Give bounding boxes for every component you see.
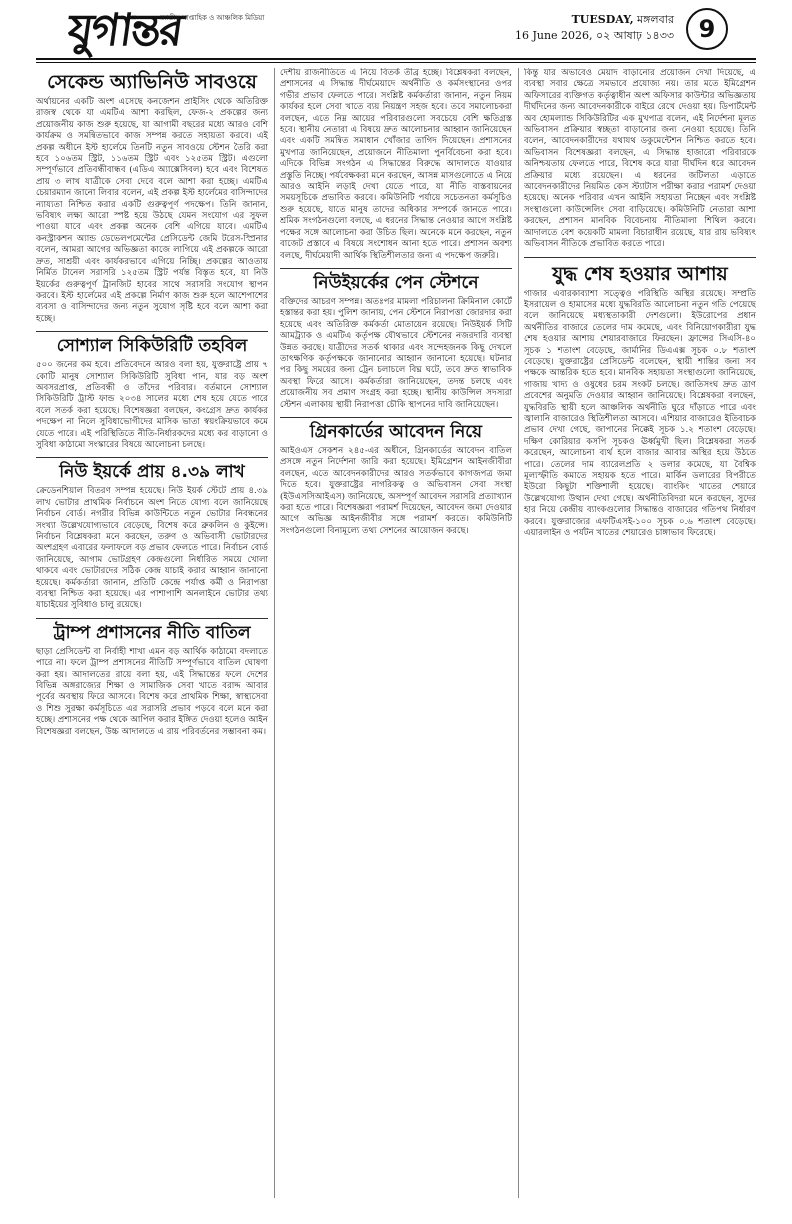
date-line: 16 June 2026, ০২ আষাঢ় ১৪৩৩ [514,29,674,42]
article-new-york-voters[interactable] [36,457,268,611]
article-divider [36,331,268,332]
article-columns [36,68,756,1198]
article-body: দেশীয় রাজনীতিতে এ নিয়ে বিতর্ক তীব্র হচ্ছে। বিশ্লেষকরা বলছেন, প্রশাসনের এ সিদ্ধান্ত দীর্ঘমেয়াদে অর্থনীতি ও কর্মসংস্থানের ওপর গভীর প্রভাব ফেলতে পারে। সংশ্লিষ্ট কর্মকর্তারা জানান, নতুন নিয়ম কার্যকর হলে সেবা খাতে ব্যয় নিয়ন্ত্রণ সহজ হবে। তবে সমালোচকরা বলছেন, এতে নিম্ন আয়ের পরিবারগুলো সবচেয়ে বেশি ক্ষতিগ্রস্ত হবে। স্থানীয় নেতারা এ বিষয়ে দ্রুত আলোচনার আহ্বান জানিয়েছেন এবং একটি সমন্বিত সমাধান খোঁজার তাগিদ দিয়েছেন। প্রশাসনের মুখপাত্র জানিয়েছেন, প্রয়োজনে নীতিমালা পুনর্বিবেচনা করা হবে। এদিকে বিভিন্ন সংগঠন এ সিদ্ধান্তের বিরুদ্ধে আদালতে যাওয়ার প্রস্তুতি নিচ্ছে। পর্যবেক্ষকরা মনে করছেন, আসন্ন মাসগুলোতে এ নিয়ে আরও আইনি লড়াই দেখা যেতে পারে, যা নীতি বাস্তবায়নের সময়সূচিকে প্রভাবিত করবে। কমিউনিটি পর্যায়ে সচেতনতা কর্মসূচিও শুরু হয়েছে, যাতে মানুষ তাদের অধিকার সম্পর্কে জানতে পারে। শ্রমিক সংগঠনগুলো বলছে, এ ধরনের সিদ্ধান্ত নেওয়ার আগে সংশ্লিষ্ট পক্ষের সঙ্গে আলোচনা করা উচিত ছিল। অনেকে মনে করছেন, নতুন বাজেট প্রস্তাবে এ বিষয়ে সংশোধন আনা হতে পারে। প্রশাসন অবশ্য বলছে, দীর্ঘমেয়াদী আর্থিক স্থিতিশীলতার জন্য এ পদক্ষেপ জরুরি। [280,68,512,261]
article-body: ৫০০ জনের কম হবে। প্রতিবেদনে আরও বলা হয়, যুক্তরাষ্ট্রে প্রায় ৭ কোটি মানুষ সোশ্যাল সিকিউরিটি সুবিধা পান, যার বড় অংশ অবসরপ্রাপ্ত, প্রতিবন্ধী ও তাঁদের পরিবার। বর্তমানে সোশ্যাল সিকিউরিটি ট্রাস্ট ফান্ড ২০৩৪ সালের মধ্যে শেষ হয়ে যেতে পারে বলে সতর্ক করা হয়েছে। বিশেষজ্ঞরা বলছেন, কংগ্রেস দ্রুত কার্যকর পদক্ষেপ না নিলে সুবিধাভোগীদের মাসিক ভাতা স্বয়ংক্রিয়ভাবে কমে যেতে পারে। এই পরিস্থিতিতে নীতি-নির্ধারকদের মধ্যে কর বাড়ানো ও সুবিধা কাঠামো সংস্কারের বিষয়ে আলোচনা চলছে। [36,360,268,450]
article-trump-policy-cancelled[interactable] [36,618,268,738]
article-body: আইওএস সেকশন ২৪৫-এর অধীনে, গ্রিনকার্ডের আবেদন বাতিল প্রসঙ্গে নতুন নির্দেশনা জারি করা হয়েছে। ইমিগ্রেশন আইনজীবীরা বলছেন, এতে আবেদনকারীদের আরও সতর্কভাবে কাগজপত্র জমা দিতে হবে। যুক্তরাষ্ট্রের নাগরিকত্ব ও অভিবাসন সেবা সংস্থা (ইউএসসিআইএস) জানিয়েছে, অসম্পূর্ণ আবেদন সরাসরি প্রত্যাখ্যান করা হতে পারে। বিশেষজ্ঞরা পরামর্শ দিয়েছেন, আবেদন জমা দেওয়ার আগে অভিজ্ঞ আইনজীবীর সঙ্গে পরামর্শ করতে। কমিউনিটি সংগঠনগুলো বিনামূল্যে তথ্য সেশনের আয়োজন করছে। [280,445,512,536]
article-headline[interactable]: নিউ ইয়র্কে প্রায় ৪.৩৯ লাখ [59,462,245,483]
article-body: কিন্তু যার অভাবেও মেয়াদ বাড়ানোর প্রয়োজন দেখা দিয়েছে, এ ব্যবস্থা সবার ক্ষেত্রে সমভাবে প্রযোজ্য নয়। তার মতে ইমিগ্রেশন অফিসারের ব্যক্তিগত কর্তৃত্বাধীন অংশ অফিসার কাউন্টার অভিজ্ঞতায় দীর্ঘদিনের জন্য আবেদনকারীকে বাইরে রেখে দেওয়া হয়। ডিপার্টমেন্ট অব হোমল্যান্ড সিকিউরিটির এক মুখপাত্র বলেন, এই নির্দেশনা মূলত অভিবাসন প্রক্রিয়ার স্বচ্ছতা বাড়ানোর জন্য নেওয়া হয়েছে। তিনি বলেন, আবেদনকারীদের যথাযথ ডকুমেন্টেশন নিশ্চিত করতে হবে। অভিবাসন বিশেষজ্ঞরা বলছেন, এ সিদ্ধান্ত হাজারো পরিবারকে অনিশ্চয়তায় ফেলতে পারে, বিশেষ করে যারা দীর্ঘদিন ধরে আবেদন প্রক্রিয়ার মধ্যে রয়েছেন। এ ধরনের জটিলতা এড়াতে আবেদনকারীদের নিয়মিত কেস স্ট্যাটাস পরীক্ষা করার পরামর্শ দেওয়া হয়েছে। অনেক পরিবার এখন আইনি সহায়তা নিচ্ছেন এবং সংশ্লিষ্ট সংস্থাগুলো কাউন্সেলিং সেবা বাড়িয়েছে। কমিউনিটি নেতারা আশা করছেন, প্রশাসন মানবিক বিবেচনায় নীতিমালা শিথিল করবে। আদালতে বেশ কয়েকটি মামলা বিচারাধীন রয়েছে, যার রায় ভবিষ্যৎ অভিবাসন নীতিকে প্রভাবিত করতে পারে। [524,68,756,250]
article-divider [280,417,512,418]
article-body: ক্রেডেনশিয়াল বিতরণ সম্পন্ন হয়েছে। নিউ ইয়র্ক স্টেটে প্রায় ৪.৩৯ লাখ ভোটার প্রাথমিক নির্বাচনে অংশ নিতে যোগ্য বলে জানিয়েছে নির্বাচন বোর্ড। নগরীর বিভিন্ন কাউন্টিতে নতুন ভোটার নিবন্ধনের সংখ্যা উল্লেখযোগ্যভাবে বেড়েছে, বিশেষ করে ব্রুকলিন ও কুইন্সে। নির্বাচন বিশ্লেষকরা মনে করছেন, তরুণ ও অভিবাসী ভোটারদের অংশগ্রহণ এবারের ফলাফলে বড় প্রভাব ফেলতে পারে। নির্বাচন বোর্ড জানিয়েছে, আগাম ভোটগ্রহণ কেন্দ্রগুলো নির্ধারিত সময়ে খোলা থাকবে এবং ভোটারদের সঠিক কেন্দ্র যাচাই করার আহ্বান জানানো হয়েছে। কর্মকর্তারা জানান, প্রতিটি কেন্দ্রে পর্যাপ্ত কর্মী ও নিরাপত্তা ব্যবস্থা নিশ্চিত করা হয়েছে। এর পাশাপাশি অনলাইনে ভোটার তথ্য যাচাইয়ের সুবিধাও চালু রয়েছে। [36,486,268,611]
article-continued[interactable] [280,68,512,262]
article-body: বক্তিদের আচরণ সম্পন্ন। অতঃপর মামলা পরিচালনা ক্রিমিনাল কোর্টে হস্তান্তর করা হয়। পুলিশ জানায়, পেন স্টেশনে নিরাপত্তা জোরদার করা হয়েছে এবং অতিরিক্ত কর্মকর্তা মোতায়েন রয়েছে। নিউইয়র্ক সিটি আমট্র্যাক ও এমটিএ কর্তৃপক্ষ যৌথভাবে স্টেশনের নজরদারি ব্যবস্থা উন্নত করছে। যাত্রীদের সতর্ক থাকার এবং সন্দেহজনক কিছু দেখলে তাৎক্ষণিক কর্তৃপক্ষকে জানানোর আহ্বান জানানো হয়েছে। ঘটনার পর কিছু সময়ের জন্য ট্রেন চলাচলে বিঘ্ন ঘটে, তবে দ্রুত স্বাভাবিক অবস্থা ফিরে আসে। কর্মকর্তারা জানিয়েছেন, তদন্ত চলছে এবং প্রয়োজনীয় সব প্রমাণ সংগ্রহ করা হচ্ছে। স্থানীয় কাউন্সিল সদস্যরা স্টেশন এলাকায় স্থায়ী নিরাপত্তা চৌকি স্থাপনের দাবি জানিয়েছেন। [280,296,512,410]
article-headline[interactable]: নিউইয়র্কের পেন স্টেশনে [313,272,479,293]
article-headline[interactable]: গ্রিনকার্ডের আবেদন নিয়ে [309,421,483,442]
article-body: গাজার এবারকাব্যাশা সত্ত্বেও পরিস্থিতি অস্থির রয়েছে। সম্প্রতি ইসরায়েল ও হামাসের মধ্যে যুদ্ধবিরতি আলোচনা নতুন গতি পেয়েছে বলে জানিয়েছে মধ্যস্থতাকারী দেশগুলো। ইউরোপের প্রধান অর্থনীতির বাজারে তেলের দাম কমেছে, এবং বিনিয়োগকারীরা যুদ্ধ শেষ হওয়ার আশায় শেয়ারবাজারে ফিরছেন। ফ্রান্সের সিএসি-৪০ সূচক ১ শতাংশ বেড়েছে, জার্মানির ডিএএক্স সূচক ০.৮ শতাংশ বেড়েছে। যুক্তরাষ্ট্রের প্রেসিডেন্ট বলেছেন, স্থায়ী শান্তির জন্য সব পক্ষকে আন্তরিক হতে হবে। মানবিক সহায়তা সংস্থাগুলো জানিয়েছে, গাজায় খাদ্য ও ওষুধের চরম সংকট চলছে। জাতিসংঘ দ্রুত ত্রাণ প্রবেশের অনুমতি দেওয়ার আহ্বান জানিয়েছে। বিশ্লেষকরা বলছেন, যুদ্ধবিরতি স্থায়ী হলে আঞ্চলিক অর্থনীতি ঘুরে দাঁড়াতে পারে এবং জ্বালানি বাজারেও স্থিতিশীলতা আসবে। এশিয়ার বাজারেও ইতিবাচক প্রভাব দেখা গেছে, জাপানের নিক্কেই সূচক ১.২ শতাংশ বেড়েছে। দক্ষিণ কোরিয়ার কসপি সূচকও ঊর্ধ্বমুখী ছিল। বিশ্লেষকরা সতর্ক করেছেন, আলোচনা ব্যর্থ হলে বাজার আবার অস্থির হয়ে উঠতে পারে। তেলের দাম ব্যারেলপ্রতি ২ ডলার কমেছে, যা বৈশ্বিক মূল্যস্ফীতি কমাতে সহায়ক হতে পারে। মার্কিন ডলারের বিপরীতে ইউরো কিছুটা শক্তিশালী হয়েছে। ব্যাংকিং খাতের শেয়ারে উল্লেখযোগ্য উত্থান দেখা গেছে। অর্থনীতিবিদরা মনে করছেন, সুদের হার নিয়ে কেন্দ্রীয় ব্যাংকগুলোর সিদ্ধান্তও বাজারের গতিপথ নির্ধারণ করবে। যুক্তরাজ্যের এফটিএসই-১০০ সূচক ০.৬ শতাংশ বেড়েছে। এয়ারলাইন ও পর্যটন খাতের শেয়ারেও চাঙ্গাভাব ফিরেছে। [524,288,756,539]
article-headline[interactable]: যুদ্ধ শেষ হওয়ার আশায় [552,262,728,285]
column-3 [524,68,756,1198]
article-divider [36,618,268,619]
newspaper-tagline: জাতীয় সাপ্তাহিক ও আঞ্চলিক মিডিয়া [160,14,265,22]
article-penn-station[interactable] [280,268,512,411]
article-divider [280,268,512,269]
issue-date [515,12,674,44]
article-social-security[interactable] [36,331,268,451]
masthead-rule [36,58,756,60]
column-1 [36,68,268,1198]
article-green-card[interactable] [280,417,512,537]
article-body: ছাড়া প্রেসিডেন্ট বা নির্বাহী শাখা এমন বড় আর্থিক কাঠামো বদলাতে পারে না। ফলে ট্রাম্প প্রশাসনের নীতিটি সম্পূর্ণভাবে বাতিল ঘোষণা করা হয়। আদালতের রায়ে বলা হয়, এই সিদ্ধান্তের ফলে দেশের বিভিন্ন অঙ্গরাজ্যের শিক্ষা ও সামাজিক সেবা খাতে বরাদ্দ আবার পূর্বের অবস্থায় ফিরে আসবে। বিশেষ করে প্রাথমিক শিক্ষা, স্বাস্থ্যসেবা ও শিশু সুরক্ষা কর্মসূচিতে এর সরাসরি প্রভাব পড়বে বলে মনে করা হচ্ছে। প্রশাসনের পক্ষ থেকে আপিল করার ইঙ্গিত দেওয়া হলেও আইন বিশেষজ্ঞরা বলছেন, উচ্চ আদালতে এ রায় পরিবর্তনের সম্ভাবনা কম। [36,646,268,737]
column-2 [280,68,512,1198]
page-number-badge: 9 [686,8,728,50]
article-war-end-hope[interactable] [524,257,756,540]
weekday-bn: মঙ্গলবার [637,13,674,26]
masthead [36,0,756,58]
article-second-avenue-subway[interactable] [36,70,268,325]
article-immigration-continued[interactable] [524,68,756,251]
article-body: অর্থায়নের একটি অংশ এসেছে কনজেশন প্রাইসিং থেকে অতিরিক্ত রাজস্ব থেকে যা এমটিএ আশা করছিল, ফেজ-২ প্রকল্পের জন্য প্রয়োজনীয় কাজ শুরু হয়েছে, যা আগামী বছরের মধ্যে আরও বেশি কার্যক্রম ও সমন্বিতভাবে কাজ সম্পন্ন করতে সহায়তা করবে। এই প্রকল্প অধীনে ইস্ট হার্লেমে তিনটি নতুন সাবওয়ে স্টেশন তৈরি করা হবে ১০৬তম স্ট্রিট, ১১৬তম স্ট্রিট এবং ১২৫তম স্ট্রিট। এগুলো সম্পূর্ণভাবে প্রতিবন্ধীবান্ধব (এডিএ অ্যাক্সেসিবল) হবে এবং বিশেষত প্রায় ৩ লাখ যাত্রীকে সেবা দেবে বলে আশা করা হচ্ছে। এমটিএ চেয়ারম্যান জানো লিবার বলেন, এই প্রকল্প ইস্ট হার্লেমের বাসিন্দাদের ন্যায্যতা নিশ্চিত করার একটি গুরুত্বপূর্ণ পদক্ষেপ। তিনি জানান, ভবিষ্যৎ লক্ষ্য আরো স্পষ্ট হয়ে উঠছে যেমন সংযোগ এর সুফল পাওয়া যাবে এবং প্রকল্প অনেক বেশি এগিয়ে যাবে। এমটিএ কনস্ট্রাকশন অ্যান্ড ডেভেলপমেন্টের প্রেসিডেন্ট জেমি টরেস-স্প্রিনার বলেন, আমরা আগের অভিজ্ঞতা কাজে লাগিয়ে এই প্রকল্পকে আরো দ্রুত, সাশ্রয়ী এবং কার্যকরভাবে এগিয়ে নিচ্ছি। প্রকল্পের আওতায় নির্মিত টানেল সরাসরি ১২৫তম স্ট্রিট পর্যন্ত বিস্তৃত হবে, যা নিউ ইয়র্কের গুরুত্বপূর্ণ ট্রানজিট হাবের সাথে সরাসরি সংযোগ স্থাপন করবে। ইস্ট হার্লেমের এই প্রকল্পে নির্মাণ কাজ শুরু হলে আশেপাশের ব্যবসা ও বাসিন্দাদের জন্য নতুন সুযোগ সৃষ্টি হবে বলে আশা করা হচ্ছে। [36,97,268,324]
article-headline[interactable]: সোশ্যাল সিকিউরিটি তহবিল [56,336,248,357]
article-divider [524,257,756,258]
newspaper-logo[interactable]: যুগান্তর [64,5,186,56]
article-divider [36,457,268,458]
weekday-en: TUESDAY, [571,13,634,26]
article-headline[interactable]: সেকেন্ড অ্যাভিনিউ সাবওয়ে [47,71,257,93]
column-divider [518,68,519,1198]
article-headline[interactable]: ট্রাম্প প্রশাসনের নীতি বাতিল [53,622,251,643]
masthead-rule-thin [36,62,756,63]
column-divider [274,68,275,1198]
